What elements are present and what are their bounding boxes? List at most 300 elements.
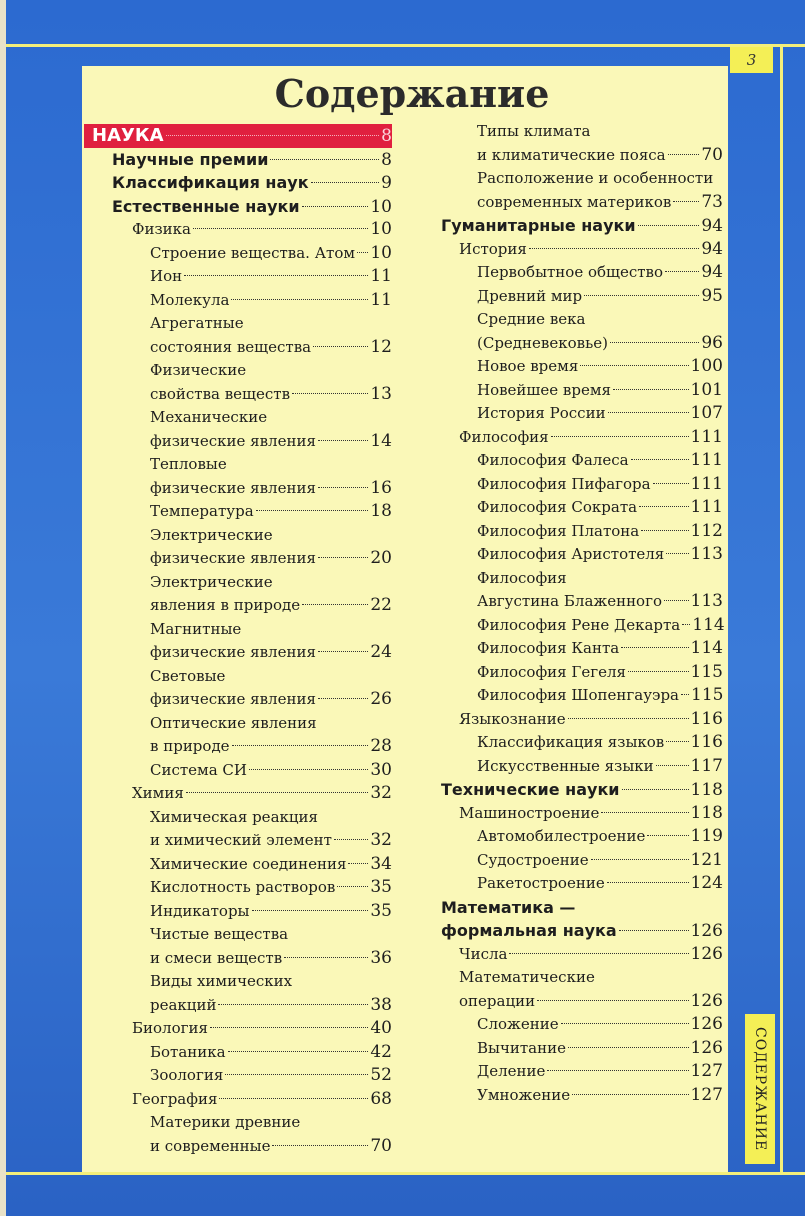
- toc-entry-title: Философия Сократа: [477, 498, 638, 516]
- toc-entry-title: Магнитные: [150, 619, 242, 638]
- toc-entry[interactable]: [441, 590, 723, 614]
- dot-leader: [601, 812, 688, 813]
- dot-leader: [219, 1098, 368, 1099]
- toc-entry-page: 94: [701, 262, 723, 282]
- toc-entry-title: Ион: [150, 267, 183, 285]
- toc-entry-title: операции: [459, 991, 536, 1010]
- toc-entry[interactable]: [441, 1013, 723, 1037]
- toc-entry[interactable]: [441, 449, 723, 473]
- toc-entry-line: [84, 1111, 392, 1135]
- dot-leader: [225, 1074, 368, 1075]
- dot-leader: [302, 604, 368, 605]
- toc-entry-page: 22: [370, 595, 392, 615]
- toc-entry-line: [84, 665, 392, 689]
- toc-entry-page: 111: [690, 473, 723, 494]
- toc-entry-title: современных материков: [477, 192, 672, 211]
- toc-entry-title: Философия Платона: [477, 521, 640, 540]
- toc-entry-page: 118: [690, 780, 723, 800]
- toc-entry[interactable]: [441, 614, 723, 638]
- toc-entry[interactable]: [441, 214, 723, 238]
- dot-leader: [561, 1023, 689, 1024]
- toc-entry-page: 32: [370, 830, 392, 850]
- toc-entry-title: Математика —: [441, 897, 576, 917]
- toc-entry-page: 115: [690, 661, 723, 682]
- toc-entry[interactable]: [441, 990, 723, 1014]
- toc-entry-page: 117: [690, 755, 723, 776]
- dot-leader: [302, 206, 369, 207]
- toc-entry[interactable]: [441, 144, 723, 168]
- toc-entry[interactable]: [441, 943, 723, 967]
- toc-entry[interactable]: [84, 218, 392, 242]
- dot-leader: [292, 393, 368, 394]
- toc-entry-page: 126: [690, 921, 723, 941]
- toc-entry-page: 36: [370, 947, 392, 968]
- toc-entry-title: физические явления: [150, 549, 316, 567]
- toc-entry-title: Строение вещества. Атом: [150, 243, 356, 262]
- toc-entry[interactable]: [441, 543, 723, 567]
- toc-entry[interactable]: [84, 383, 392, 407]
- dot-leader: [311, 182, 380, 183]
- dot-leader: [619, 930, 689, 931]
- toc-entry[interactable]: [84, 594, 392, 618]
- toc-entry-page: 35: [370, 900, 392, 921]
- toc-entry-line: [441, 308, 723, 332]
- toc-entry-page: 126: [690, 990, 723, 1011]
- toc-entry-page: 111: [690, 497, 723, 517]
- toc-entry-line: [84, 406, 392, 430]
- toc-entry-title: Материки древние: [150, 1113, 301, 1131]
- toc-entry[interactable]: [84, 829, 392, 853]
- toc-entry-title: физические явления: [150, 643, 316, 661]
- toc-entry-page: 100: [690, 356, 723, 376]
- toc-entry-page: 16: [370, 477, 392, 498]
- dot-leader: [613, 389, 689, 390]
- toc-entry-page: 126: [690, 943, 723, 964]
- toc-entry-title: физические явления: [150, 431, 316, 450]
- toc-entry[interactable]: [441, 496, 723, 520]
- dot-leader: [529, 248, 699, 249]
- toc-entry-title: (Средневековье): [477, 333, 608, 352]
- toc-entry-title: Языкознание: [459, 709, 566, 728]
- toc-entry-page: 94: [701, 238, 723, 259]
- toc-entry[interactable]: [84, 688, 392, 712]
- toc-entry-page: 119: [690, 826, 723, 846]
- toc-entry[interactable]: [441, 332, 723, 356]
- toc-entry[interactable]: [441, 473, 723, 497]
- toc-entry[interactable]: [441, 778, 723, 802]
- toc-entry[interactable]: [84, 477, 392, 501]
- toc-entry-title: Машиностроение: [459, 803, 600, 822]
- toc-entry-line: [84, 359, 392, 383]
- toc-entry-page: 121: [690, 849, 723, 870]
- toc-entry[interactable]: [441, 238, 723, 262]
- toc-entry-page: 111: [690, 426, 723, 447]
- toc-entry-title: Гуманитарные науки: [441, 216, 636, 235]
- dot-leader: [318, 698, 368, 699]
- dot-leader: [653, 483, 689, 484]
- dot-leader: [318, 651, 368, 652]
- toc-entry-title: Автомобилестроение: [477, 827, 646, 845]
- dot-leader: [318, 487, 368, 488]
- toc-entry-page: 18: [370, 501, 392, 521]
- toc-entry-title: Световые: [150, 666, 226, 685]
- toc-entry[interactable]: [84, 289, 392, 313]
- toc-entry[interactable]: [441, 261, 723, 285]
- toc-entry-page: 20: [370, 548, 392, 568]
- toc-entry[interactable]: [84, 735, 392, 759]
- toc-entry[interactable]: [84, 782, 392, 806]
- toc-entry-page: 26: [370, 689, 392, 709]
- toc-entry[interactable]: [84, 265, 392, 289]
- toc-entry-page: 9: [381, 173, 392, 193]
- toc-entry-page: 101: [690, 379, 723, 400]
- toc-entry-page: 12: [370, 336, 392, 357]
- toc-entry[interactable]: [84, 759, 392, 783]
- dot-leader: [184, 275, 368, 276]
- toc-entry-title: Философия Рене Декарта: [477, 615, 681, 634]
- toc-entry-page: 70: [370, 1135, 392, 1156]
- page-title: Содержание: [274, 71, 550, 116]
- toc-entry-page: 96: [701, 332, 723, 353]
- toc-entry[interactable]: [84, 500, 392, 524]
- dot-leader: [568, 1047, 689, 1048]
- toc-entry-line: [84, 923, 392, 947]
- toc-entry[interactable]: [441, 520, 723, 544]
- dot-leader: [656, 765, 689, 766]
- toc-entry-title: История России: [477, 404, 606, 422]
- toc-entry-page: 118: [690, 802, 723, 823]
- toc-entry-page: 114: [692, 614, 725, 635]
- dot-leader: [622, 789, 689, 790]
- toc-entry-title: Ботаника: [150, 1042, 226, 1061]
- toc-entry[interactable]: [441, 661, 723, 685]
- toc-entry-title: Молекула: [150, 290, 230, 309]
- dot-leader: [272, 1145, 368, 1146]
- toc-entry-page: 114: [690, 638, 723, 658]
- toc-entry-title: в природе: [150, 737, 230, 755]
- toc-entry-line: [84, 524, 392, 548]
- toc-entry-title: Оптические явления: [150, 713, 317, 732]
- dot-leader: [610, 342, 699, 343]
- toc-entry-title: формальная наука: [441, 921, 617, 940]
- toc-entry[interactable]: [441, 426, 723, 450]
- dot-leader: [210, 1027, 368, 1028]
- toc-entry[interactable]: [84, 994, 392, 1018]
- toc-entry[interactable]: [84, 242, 392, 266]
- toc-entry[interactable]: [441, 285, 723, 309]
- dot-leader: [638, 225, 700, 226]
- toc-entry-nauka[interactable]: НАУКА 8: [84, 124, 392, 148]
- toc-entry-title: физические явления: [150, 690, 316, 708]
- toc-entry-title: Типы климата: [477, 122, 591, 140]
- toc-entry[interactable]: [441, 708, 723, 732]
- toc-entry[interactable]: [84, 1041, 392, 1065]
- dot-leader: [270, 159, 379, 160]
- dot-leader: [232, 745, 369, 746]
- dot-leader: [249, 769, 368, 770]
- toc-entry-title: Научные премии: [112, 149, 269, 169]
- dot-leader: [668, 154, 700, 155]
- toc-entry-title: Чистые вещества: [150, 925, 289, 943]
- toc-entry-title: История: [459, 239, 527, 258]
- dot-leader: [591, 859, 689, 860]
- toc-entry-title: Электрические: [150, 525, 273, 544]
- dot-leader: [572, 1094, 688, 1095]
- dot-leader: [682, 624, 690, 625]
- page-edge: [0, 0, 6, 1216]
- dot-leader: [673, 201, 699, 202]
- dot-leader: [551, 436, 689, 437]
- toc-entry-title: Математические: [459, 968, 595, 986]
- toc-entry-line: [84, 571, 392, 595]
- toc-entry-title: Зоология: [150, 1066, 224, 1084]
- toc-entry[interactable]: [84, 900, 392, 924]
- dot-leader: [647, 835, 688, 836]
- dot-leader: [666, 553, 688, 554]
- toc-entry-title: Биология: [132, 1019, 208, 1037]
- top-rule: [6, 44, 805, 47]
- toc-entry[interactable]: [84, 876, 392, 900]
- toc-entry-page: 124: [690, 873, 723, 893]
- toc-entry-page: 95: [701, 285, 723, 306]
- toc-entry-title: Судостроение: [477, 850, 589, 869]
- toc-entry[interactable]: [441, 731, 723, 755]
- toc-entry[interactable]: [441, 872, 723, 896]
- toc-entry[interactable]: [84, 1088, 392, 1112]
- dot-leader: [284, 957, 368, 958]
- toc-entry-title: Августина Блаженного: [477, 592, 662, 610]
- toc-entry-page: 8: [381, 149, 392, 170]
- dot-leader: [348, 863, 368, 864]
- toc-entry-title: Виды химических: [150, 972, 293, 990]
- dot-leader: [608, 412, 689, 413]
- toc-entry[interactable]: [84, 641, 392, 665]
- dot-leader: [334, 839, 368, 840]
- toc-entry-line: [84, 312, 392, 336]
- dot-leader: [218, 1004, 368, 1005]
- toc-entry[interactable]: [441, 825, 723, 849]
- toc-entry[interactable]: [84, 853, 392, 877]
- dot-leader: [231, 299, 368, 300]
- toc-entry-page: 30: [370, 759, 392, 780]
- toc-entry-page: 10: [370, 196, 392, 217]
- toc-entry-page: 116: [690, 732, 723, 752]
- dot-leader: [666, 741, 688, 742]
- toc-entry[interactable]: [441, 684, 723, 708]
- toc-entry-page: 116: [690, 708, 723, 729]
- toc-entry-title: Химические соединения: [150, 854, 347, 873]
- dot-leader: [547, 1070, 688, 1071]
- toc-entry-page: 14: [370, 430, 392, 451]
- toc-entry-title: Механические: [150, 408, 268, 426]
- toc-entry-page: 10: [370, 219, 392, 239]
- toc-entry-title: состояния вещества: [150, 337, 312, 356]
- toc-entry-title: Деление: [477, 1062, 546, 1080]
- toc-entry[interactable]: [84, 947, 392, 971]
- toc-entry-page: 107: [690, 403, 723, 423]
- dot-leader: [228, 1051, 369, 1052]
- toc-entry-page: 11: [370, 289, 392, 310]
- toc-entry[interactable]: [84, 171, 392, 195]
- toc-entry-page: 13: [370, 383, 392, 404]
- toc-entry-title: Искусственные языки: [477, 756, 654, 775]
- dot-leader: [641, 530, 688, 531]
- right-rule: [780, 44, 783, 1175]
- toc-entry-line: [441, 966, 723, 990]
- toc-entry-title: Кислотность растворов: [150, 878, 336, 896]
- toc-left-column: [84, 124, 392, 1158]
- toc-entry[interactable]: [84, 1135, 392, 1159]
- toc-entry-page: 40: [370, 1018, 392, 1038]
- toc-entry[interactable]: [84, 1017, 392, 1041]
- toc-entry-title: Температура: [150, 502, 254, 520]
- toc-entry-title: Умножение: [477, 1085, 571, 1104]
- toc-entry-line: [441, 167, 723, 191]
- toc-entry-line: [84, 806, 392, 830]
- toc-entry[interactable]: [84, 195, 392, 219]
- toc-entry-page: 28: [370, 736, 392, 756]
- dot-leader: [631, 459, 689, 460]
- toc-right-column: [441, 120, 723, 1107]
- dot-leader: [568, 718, 689, 719]
- toc-entry[interactable]: [441, 637, 723, 661]
- toc-entry[interactable]: [441, 849, 723, 873]
- toc-entry[interactable]: [84, 148, 392, 172]
- toc-entry[interactable]: [441, 1037, 723, 1061]
- toc-entry-title: Философия Аристотеля: [477, 545, 665, 563]
- dot-leader: [252, 910, 369, 911]
- toc-entry-title: Философия Фалеса: [477, 451, 629, 469]
- toc-entry-title: Новое время: [477, 357, 579, 375]
- toc-entry[interactable]: [84, 336, 392, 360]
- toc-entry[interactable]: [84, 547, 392, 571]
- dot-leader: [639, 506, 688, 507]
- toc-entry[interactable]: [441, 755, 723, 779]
- toc-entry-title: Философия: [459, 427, 549, 446]
- toc-entry[interactable]: [84, 430, 392, 454]
- toc-entry-page: 115: [691, 685, 724, 705]
- toc-entry-page: 113: [690, 544, 723, 564]
- bottom-rule: [6, 1172, 805, 1175]
- toc-entry-title: физические явления: [150, 478, 316, 497]
- toc-entry-page: 94: [701, 216, 723, 236]
- toc-entry-line: [84, 618, 392, 642]
- toc-entry-page: 10: [370, 242, 392, 263]
- side-label: СОДЕРЖАНИЕ: [745, 1014, 775, 1164]
- dot-leader: [193, 228, 368, 229]
- dot-leader: [186, 792, 369, 793]
- toc-entry-title: Электрические: [150, 572, 273, 591]
- toc-entry-title: Классификация языков: [477, 733, 665, 751]
- toc-entry-title: Технические науки: [441, 780, 620, 799]
- dot-leader: [537, 1000, 688, 1001]
- toc-entry[interactable]: [441, 802, 723, 826]
- toc-entry-page: 52: [370, 1065, 392, 1085]
- dot-leader: [337, 886, 368, 887]
- toc-entry-page: 73: [701, 191, 723, 212]
- toc-entry-page: 127: [690, 1061, 723, 1081]
- toc-entry-line: [84, 970, 392, 994]
- toc-entry-title: явления в природе: [150, 596, 301, 614]
- toc-entry-title: Агрегатные: [150, 314, 244, 332]
- toc-entry-title: Средние века: [477, 310, 586, 328]
- toc-entry-page: 11: [370, 266, 392, 286]
- dot-leader: [509, 953, 688, 954]
- toc-entry-title: и климатические пояса: [477, 145, 666, 164]
- toc-entry-page: 111: [690, 450, 723, 470]
- toc-entry-page: 38: [370, 994, 392, 1015]
- toc-entry-title: Физика: [132, 220, 191, 238]
- dot-leader: [318, 557, 368, 558]
- toc-entry-line: [441, 120, 723, 144]
- toc-entry-page: 126: [690, 1014, 723, 1034]
- toc-entry-title: Древний мир: [477, 286, 583, 305]
- toc-entry-page: 126: [690, 1037, 723, 1058]
- toc-entry[interactable]: [84, 1064, 392, 1088]
- toc-entry-title: Философия: [477, 568, 567, 587]
- toc-entry-title: Новейшее время: [477, 380, 611, 399]
- toc-entry-title: Система СИ: [150, 760, 247, 779]
- toc-entry-title: Естественные науки: [112, 196, 300, 216]
- toc-entry-line: [441, 567, 723, 591]
- dot-leader: [664, 600, 689, 601]
- toc-entry-title: и современные: [150, 1136, 271, 1155]
- toc-entry-page: 24: [370, 642, 392, 662]
- toc-entry[interactable]: [441, 379, 723, 403]
- toc-entry-page: 35: [370, 877, 392, 897]
- toc-entry-title: Философия Гегеля: [477, 662, 626, 681]
- dot-leader: [621, 647, 688, 648]
- toc-entry-title: реакций: [150, 995, 217, 1014]
- dot-leader: [628, 671, 689, 672]
- toc-entry-title: Философия Пифагора: [477, 474, 651, 493]
- toc-entry-page: 42: [370, 1041, 392, 1062]
- toc-entry-title: свойства веществ: [150, 384, 291, 403]
- dot-leader: [580, 365, 688, 366]
- toc-entry-title: Сложение: [477, 1015, 559, 1033]
- toc-entry-title: Физические: [150, 361, 247, 379]
- toc-entry[interactable]: [441, 402, 723, 426]
- toc-entry-page: 127: [690, 1084, 723, 1105]
- toc-entry[interactable]: [441, 191, 723, 215]
- toc-entry-title: Вычитание: [477, 1038, 566, 1057]
- toc-entry[interactable]: [441, 1060, 723, 1084]
- toc-entry-title: Числа: [459, 944, 508, 963]
- toc-entry-page: 112: [690, 520, 723, 541]
- toc-entry-title: и смеси веществ: [150, 948, 283, 967]
- dot-leader: [318, 440, 368, 441]
- toc-entry-title: География: [132, 1089, 218, 1108]
- toc-entry-title: Классификация наук: [112, 173, 309, 192]
- dot-leader: [607, 882, 689, 883]
- toc-entry-title: Расположение и особенности: [477, 169, 714, 187]
- toc-entry-title: Химическая реакция: [150, 807, 318, 826]
- toc-entry-line: [84, 453, 392, 477]
- toc-entry-title: Индикаторы: [150, 901, 250, 920]
- toc-entry-title: и химический элемент: [150, 831, 332, 849]
- toc-entry[interactable]: [441, 919, 723, 943]
- toc-entry-page: 34: [370, 853, 392, 874]
- toc-entry[interactable]: [441, 1084, 723, 1108]
- toc-entry-line: [84, 712, 392, 736]
- toc-entry-title: Ракетостроение: [477, 874, 605, 892]
- dot-leader: [681, 694, 689, 695]
- toc-entry-title: Философия Шопенгауэра: [477, 686, 680, 704]
- dot-leader: [665, 271, 699, 272]
- toc-entry[interactable]: [441, 355, 723, 379]
- toc-entry-title: Первобытное общество: [477, 263, 664, 281]
- toc-entry-title: Философия Канта: [477, 639, 620, 657]
